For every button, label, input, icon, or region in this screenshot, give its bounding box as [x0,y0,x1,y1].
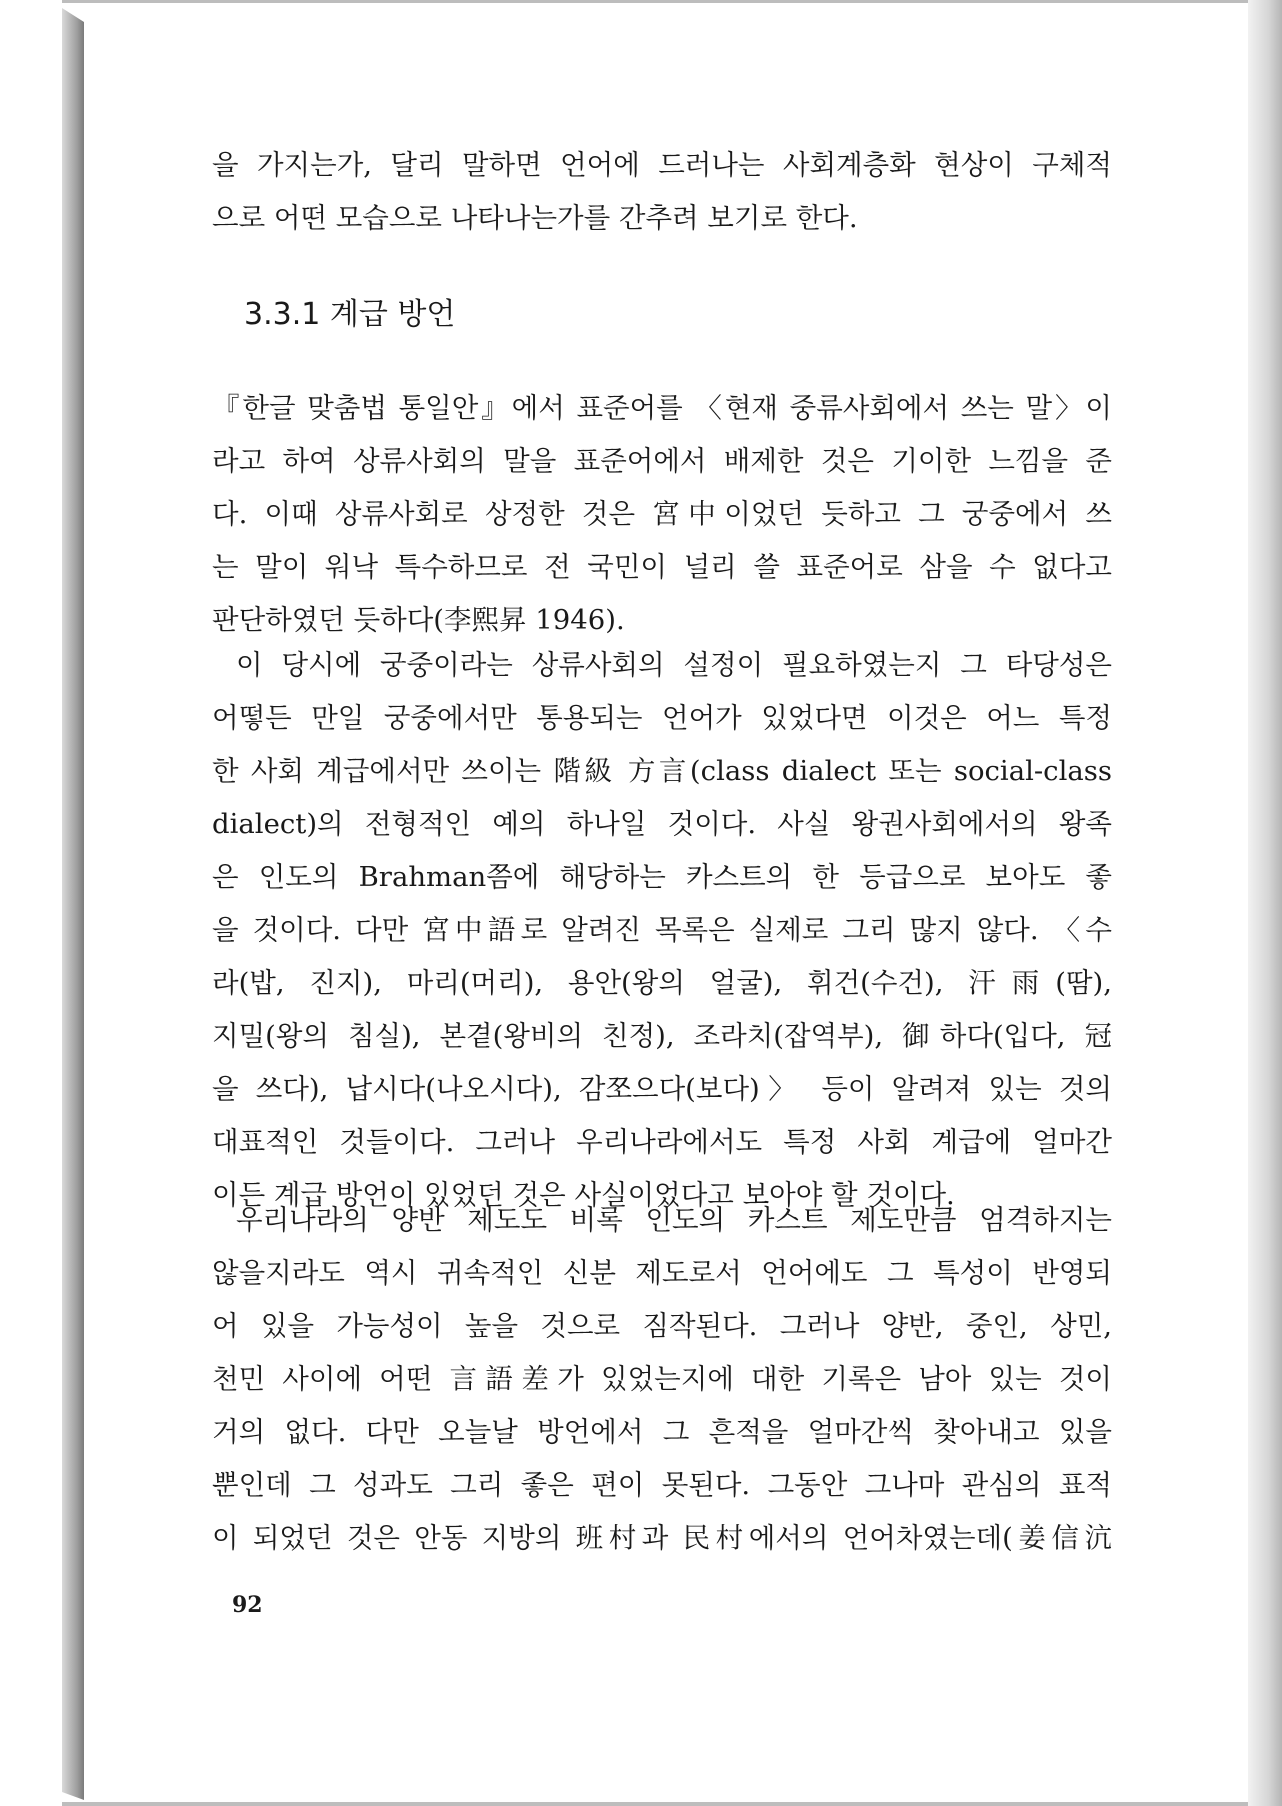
text-line: 거의 없다. 다만 오늘날 방언에서 그 흔적을 얼마간씩 찾아내고 있을 [212,1416,1112,1448]
text-line: 을 것이다. 다만 宮中語로 알려진 목록은 실제로 그리 많지 않다. 〈수 [212,914,1112,946]
page-edge-left [62,8,84,1800]
text-line: 으로 어떤 모습으로 나타나는가를 간추려 보기로 한다. [212,202,858,234]
text-line: 한 사회 계급에서만 쓰이는 階級 方言(class dialect 또는 social-class [212,755,1112,787]
text-line: 어떻든 만일 궁중에서만 통용되는 언어가 있었다면 이것은 어느 특정 [212,702,1112,734]
text-line: 대표적인 것들이다. 그러나 우리나라에서도 특정 사회 계급에 얼마간 [212,1126,1112,1158]
page-edge-right [1248,0,1282,1806]
text-line: 우리나라의 양반 제도도 비록 인도의 카스트 제도만큼 엄격하지는 [236,1204,1112,1236]
text-line: 이 당시에 궁중이라는 상류사회의 설정이 필요하였는지 그 타당성은 [236,649,1112,681]
text-line: 않을지라도 역시 귀속적인 신분 제도로서 언어에도 그 특성이 반영되 [212,1257,1112,1289]
page-number: 92 [232,1592,263,1618]
text-line: 어 있을 가능성이 높을 것으로 짐작된다. 그러나 양반, 중인, 상민, [212,1310,1112,1342]
text-line: 라고 하여 상류사회의 말을 표준어에서 배제한 것은 기이한 느낌을 준 [212,445,1112,477]
text-line: 『한글 맞춤법 통일안』에서 표준어를 〈현재 중류사회에서 쓰는 말〉이 [212,392,1112,424]
text-line: 이든 계급 방언이 있었던 것은 사실이었다고 보아야 할 것이다. [212,1179,955,1211]
text-line: 다. 이때 상류사회로 상정한 것은 宮中이었던 듯하고 그 궁중에서 쓰 [212,498,1112,530]
text-line: 을 가지는가, 달리 말하면 언어에 드러나는 사회계층화 현상이 구체적 [212,149,1112,181]
text-line: 는 말이 워낙 특수하므로 전 국민이 널리 쓸 표준어로 삼을 수 없다고 [212,551,1112,583]
text-line: 을 쓰다), 납시다(나오시다), 감쪼으다(보다)〉 등이 알려져 있는 것의 [212,1073,1112,1105]
text-line: 뿐인데 그 성과도 그리 좋은 편이 못된다. 그동안 그나마 관심의 표적 [212,1469,1112,1501]
text-line: 판단하였던 듯하다(李熙昇 1946). [212,604,625,636]
text-line: dialect)의 전형적인 예의 하나일 것이다. 사실 왕권사회에서의 왕족 [212,808,1112,840]
text-line: 이 되었던 것은 안동 지방의 班村과 民村에서의 언어차였는데(姜信沆 [212,1522,1112,1554]
text-line: 라(밥, 진지), 마리(머리), 용안(왕의 얼굴), 휘건(수건), 汗雨(땀), [212,967,1112,999]
text-line: 은 인도의 Brahman쯤에 해당하는 카스트의 한 등급으로 보아도 좋 [212,861,1112,893]
page-edge-bottom [62,1802,1248,1806]
text-line: 천민 사이에 어떤 言語差가 있었는지에 대한 기록은 남아 있는 것이 [212,1363,1112,1395]
section-heading: 3.3.1 계급 방언 [244,297,456,332]
text-line: 지밀(왕의 침실), 본곁(왕비의 친정), 조라치(잡역부), 御하다(입다, 冠 [212,1020,1112,1052]
